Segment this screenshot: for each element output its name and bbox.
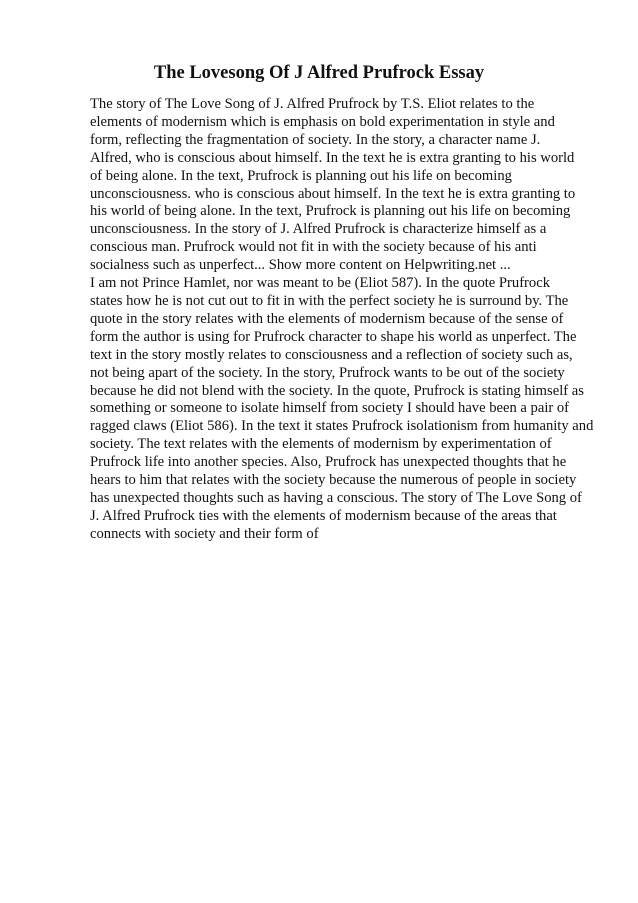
body-line: conscious man. Prufrock would not fit in with the society because of his anti [90,239,537,256]
body-line: because he did not blend with the society. In the quote, Prufrock is stating himself as [90,382,584,399]
body-line: ragged claws (Eliot 586). In the text it states Prufrock isolationism from humanity and [90,418,594,435]
body-line: unconsciousness. In the story of J. Alfred Prufrock is characterize himself as a [90,221,547,238]
body-line: unconsciousness. who is conscious about himself. In the text he is extra granting to [90,185,576,202]
body-line: society. The text relates with the elements of modernism by experimentation of [90,436,552,453]
body-line: his world of being alone. In the text, Prufrock is planning out his life on becoming [90,203,571,220]
body-line: form, reflecting the fragmentation of society. In the story, a character name J. [90,131,541,148]
body-line: text in the story mostly relates to consciousness and a reflection of society such as, [90,346,573,363]
body-line: states how he is not cut out to fit in with the perfect society he is surround by. The [90,292,569,309]
body-line: socialness such as unperfect... Show more content on Helpwriting.net ... [90,257,511,274]
body-line: J. Alfred Prufrock ties with the elements of modernism because of the areas that [90,507,557,524]
body-line: Alfred, who is conscious about himself. In the text he is extra granting to his world [90,149,575,166]
body-line: not being apart of the society. In the story, Prufrock wants to be out of the society [90,364,565,381]
body-line: The story of The Love Song of J. Alfred Prufrock by T.S. Eliot relates to the [90,96,535,112]
body-line: I am not Prince Hamlet, nor was meant to be (Eliot 587). In the quote Prufrock [90,275,550,292]
body-line: form the author is using for Prufrock character to shape his world as unperfect. The [90,328,577,345]
body-line: connects with society and their form of [90,525,319,542]
body-line: something or someone to isolate himself from society I should have been a pair of [90,400,570,417]
body-line: Prufrock life into another species. Also, Prufrock has unexpected thoughts that he [90,454,567,471]
body-line: of being alone. In the text, Prufrock is planning out his life on becoming [90,167,512,184]
body-line: hears to him that relates with the society because the numerous of people in society [90,472,577,489]
body-line: has unexpected thoughts such as having a conscious. The story of The Love Song of [90,489,582,506]
document-title: The Lovesong Of J Alfred Prufrock Essay [153,63,485,83]
body-line: quote in the story relates with the elements of modernism because of the sense of [90,310,564,327]
essay-body [90,96,600,544]
body-line: elements of modernism which is emphasis on bold experimentation in style and [90,113,555,130]
